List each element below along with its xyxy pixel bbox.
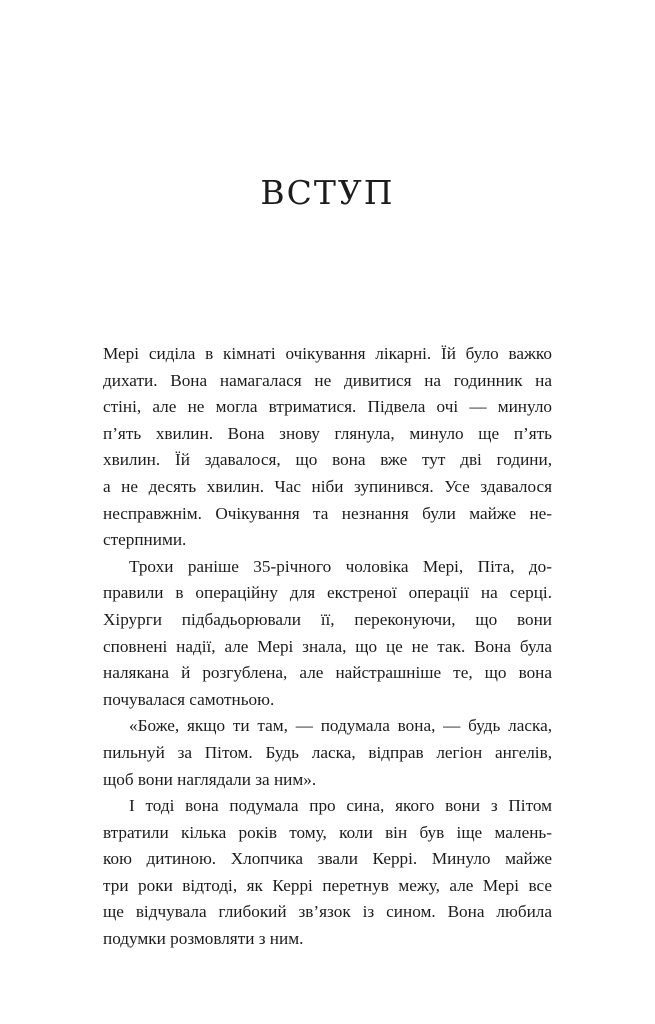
text-line: налякана й розгублена, але найстрашніше те, що вона	[103, 663, 552, 683]
text-line: подумки розмовляти з ним.	[103, 929, 304, 949]
text-line: «Боже, якщо ти там, — подумала вона, — будь ласка,	[129, 716, 552, 736]
text-line: кою дитиною. Хлопчика звали Керрі. Минуло майже	[103, 849, 552, 869]
text-line: стіні, але не могла втриматися. Підвела очі — минуло	[103, 397, 552, 417]
chapter-title: ВСТУП	[260, 173, 395, 212]
text-line: несправжнім. Очікування та незнання були майже не-	[103, 503, 552, 523]
text-line: стерпними.	[103, 530, 187, 550]
text-line: п’ять хвилин. Вона знову глянула, минуло ще п’ять	[103, 423, 552, 443]
body-text	[103, 341, 552, 953]
text-line: І тоді вона подумала про сина, якого вони з Пітом	[129, 796, 552, 816]
text-line: дихати. Вона намагалася не дивитися на годинник на	[103, 370, 552, 390]
text-line: хвилин. Їй здавалося, що вона вже тут дві години,	[103, 450, 552, 470]
text-line: втратили кілька років тому, коли він був іще малень-	[103, 822, 552, 842]
paragraph-1	[103, 341, 552, 554]
text-line: а не десять хвилин. Час ніби зупинився. Усе здавалося	[103, 476, 552, 496]
text-line: пильнуй за Пітом. Будь ласка, відправ легіон ангелів,	[103, 742, 552, 762]
text-line: щоб вони наглядали за ним».	[103, 769, 317, 789]
text-line: Хірурги підбадьорювали її, переконуючи, що вони	[103, 609, 552, 629]
paragraph-2	[103, 554, 552, 714]
paragraph-4	[103, 793, 552, 953]
text-line: Мері сиділа в кімнаті очікування лікарні. Їй було важко	[103, 344, 552, 363]
text-line: Трохи раніше 35-річного чоловіка Мері, Піта, до-	[129, 556, 552, 576]
text-line: правили в операційну для екстреної операції на серці.	[103, 583, 552, 603]
text-line: сповнені надії, але Мері знала, що це не так. Вона була	[103, 636, 552, 656]
paragraph-3	[103, 713, 552, 793]
text-line: почувалася самотньою.	[103, 689, 275, 709]
text-line: ще відчувала глибокий зв’язок із сином. Вона любила	[103, 902, 552, 922]
text-line: три роки відтоді, як Керрі перетнув межу, але Мері все	[103, 875, 552, 895]
